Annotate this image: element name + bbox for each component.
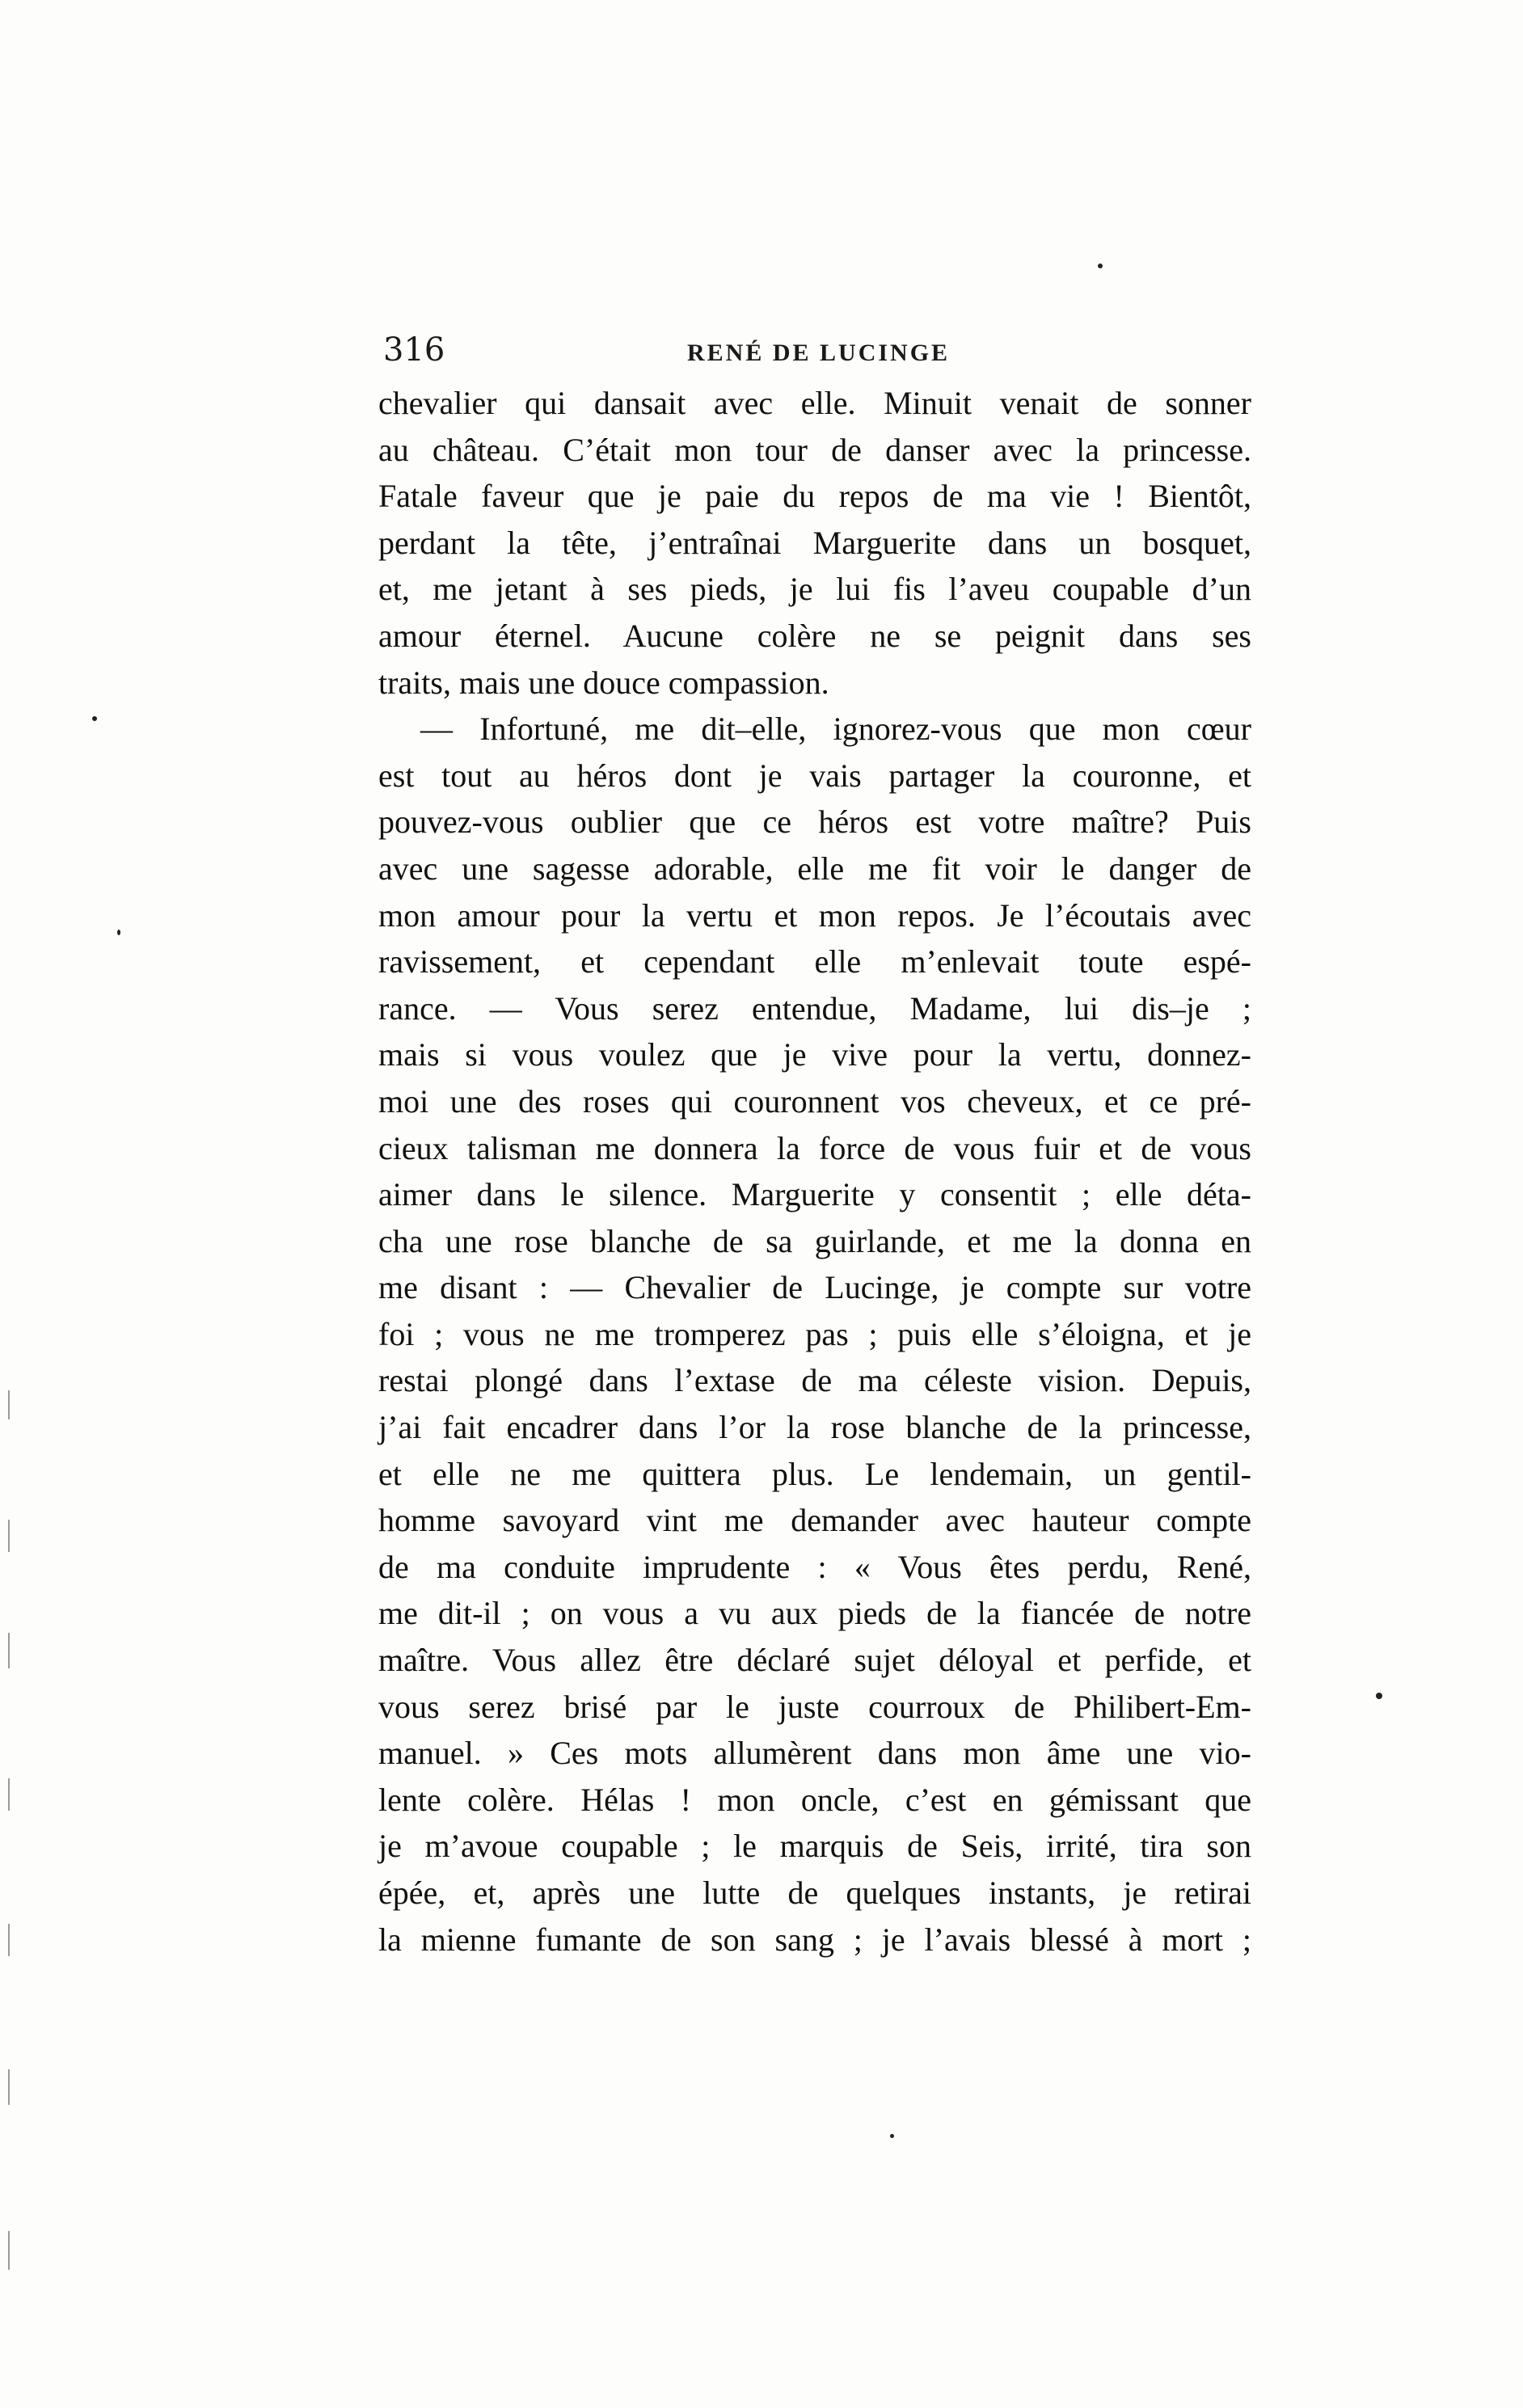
scan-edge-mark	[8, 2069, 10, 2105]
text-line: foi ; vous ne me tromperez pas ; puis elle s’éloigna, et je	[378, 1315, 1251, 1352]
text-line: aimer dans le silence. Marguerite y consentit ; elle déta-	[378, 1176, 1251, 1213]
text-line: cha une rose blanche de sa guirlande, et me la donna en	[378, 1222, 1251, 1259]
text-line: lente colère. Hélas ! mon oncle, c’est en gémissant que	[378, 1781, 1251, 1818]
ink-speck	[117, 930, 120, 935]
text-line: moi une des roses qui couronnent vos cheveux, et ce pré-	[378, 1082, 1251, 1120]
text-line: je m’avoue coupable ; le marquis de Seis, irrité, tira son	[378, 1828, 1251, 1865]
text-line: j’ai fait encadrer dans l’or la rose blanche de la princesse,	[378, 1409, 1251, 1446]
running-title: RENÉ DE LUCINGE	[687, 339, 951, 366]
text-line: et, me jetant à ses pieds, je lui fis l’aveu coupable d’un	[378, 571, 1251, 608]
text-line: homme savoyard vint me demander avec hauteur compte	[378, 1502, 1251, 1539]
text-line: la mienne fumante de son sang ; je l’avais blessé à mort ;	[378, 1921, 1251, 1958]
text-line: mais si vous voulez que je vive pour la vertu, donnez-	[378, 1036, 1251, 1073]
scan-edge-mark	[8, 1390, 10, 1419]
text-line: traits, mais une douce compassion.	[378, 664, 829, 701]
scan-edge-mark	[8, 1778, 10, 1811]
ink-speck	[1376, 1693, 1382, 1699]
text-line: restai plongé dans l’extase de ma céleste vision. Depuis,	[378, 1362, 1251, 1399]
ink-speck	[1098, 264, 1103, 268]
text-line: chevalier qui dansait avec elle. Minuit venait de sonner	[378, 385, 1251, 421]
body-text	[378, 380, 1251, 1963]
text-line: — Infortuné, me dit–elle, ignorez-vous que mon cœur	[420, 711, 1251, 748]
text-line: amour éternel. Aucune colère ne se peignit dans ses	[378, 617, 1251, 654]
scan-edge-mark	[8, 1924, 10, 1956]
text-line: mon amour pour la vertu et mon repos. Je l’écoutais avec	[378, 896, 1251, 934]
text-line: Fatale faveur que je paie du repos de ma vie ! Bientôt,	[378, 478, 1251, 515]
text-line: perdant la tête, j’entraînai Marguerite dans un bosquet,	[378, 524, 1251, 561]
scan-edge-mark	[8, 2231, 10, 2270]
ink-speck	[890, 2134, 894, 2138]
scan-edge-mark	[8, 1520, 10, 1552]
text-line: cieux talisman me donnera la force de vous fuir et de vous	[378, 1129, 1251, 1166]
page-header	[383, 331, 1256, 380]
ink-speck	[92, 716, 97, 721]
text-line: est tout au héros dont je vais partager la couronne, et	[378, 757, 1251, 794]
text-line: me disant : — Chevalier de Lucinge, je compte sur votre	[378, 1269, 1251, 1306]
text-line: au château. C’était mon tour de danser avec la princesse.	[378, 431, 1251, 468]
text-line: pouvez-vous oublier que ce héros est votre maître? Puis	[378, 803, 1251, 841]
text-line: ravissement, et cependant elle m’enlevait toute espé-	[378, 943, 1251, 980]
text-line: avec une sagesse adorable, elle me fit voir le danger de	[378, 850, 1251, 887]
text-line: me dit-il ; on vous a vu aux pieds de la fiancée de notre	[378, 1595, 1251, 1632]
page-number: 316	[383, 331, 445, 369]
text-line: maître. Vous allez être déclaré sujet déloyal et perfide, et	[378, 1642, 1251, 1679]
text-line: manuel. » Ces mots allumèrent dans mon âme une vio-	[378, 1735, 1251, 1772]
text-line: épée, et, après une lutte de quelques instants, je retirai	[378, 1875, 1251, 1911]
text-line: vous serez brisé par le juste courroux de Philibert-Em-	[378, 1688, 1251, 1725]
text-line: rance. — Vous serez entendue, Madame, lui dis–je ;	[378, 989, 1251, 1027]
scan-edge-mark	[8, 1633, 10, 1668]
text-line: et elle ne me quittera plus. Le lendemain, un gentil-	[378, 1455, 1251, 1492]
text-line: de ma conduite imprudente : « Vous êtes perdu, René,	[378, 1548, 1251, 1585]
